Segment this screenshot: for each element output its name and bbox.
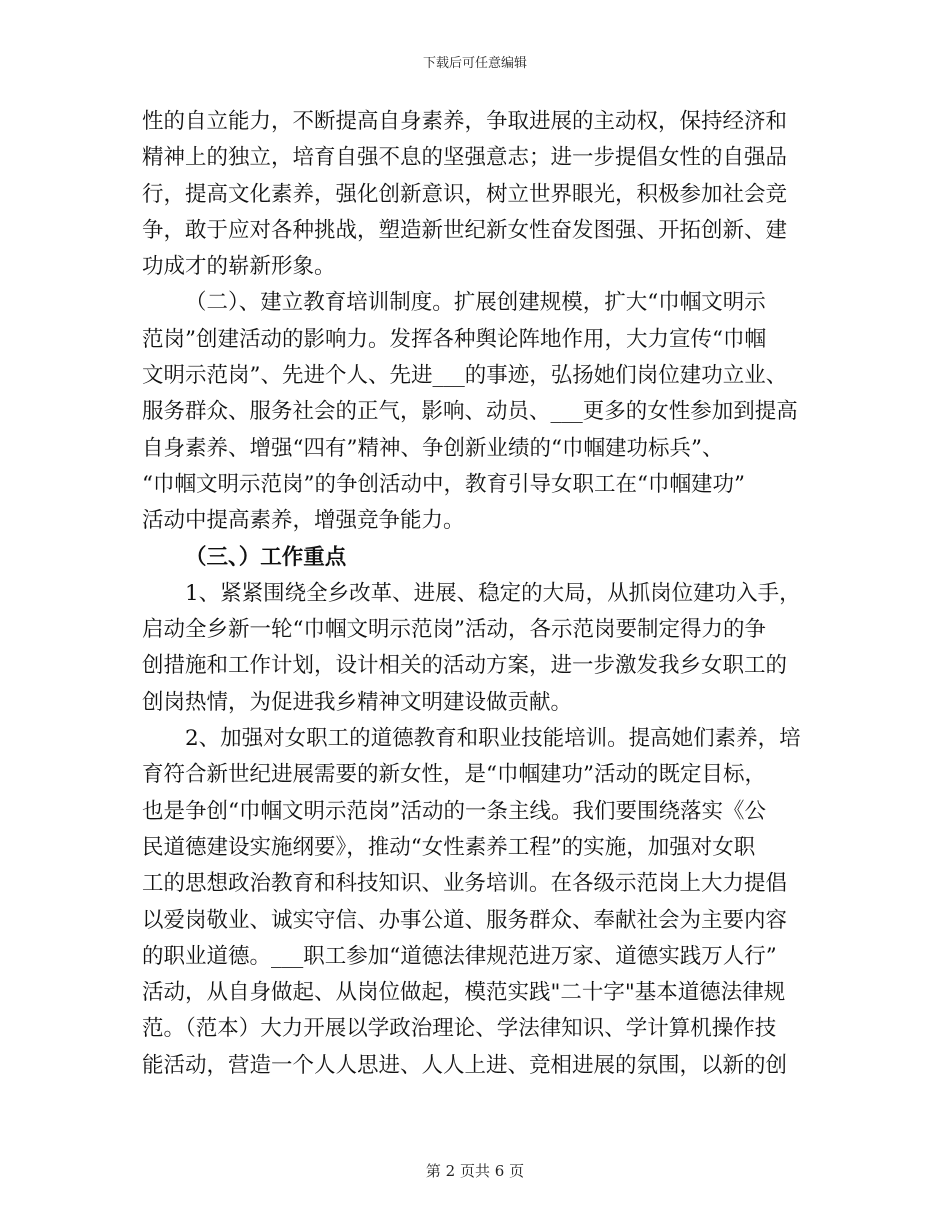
body-line: 精神上的独立，培育自强不息的坚强意志；进一步提倡女性的自强品 (142, 145, 788, 171)
body-line: 争，敢于应对各种挑战，塑造新世纪新女性奋发图强、开拓创新、建 (142, 217, 788, 243)
body-line: 活动中提高素养，增强竞争能力。 (142, 508, 465, 534)
body-line: 的职业道德。___职工参加“道德法律规范进万家、道德实践万人行” (142, 943, 777, 969)
paragraph-start-line: （二）、建立教育培训制度。扩展创建规模，扩大“巾帼文明示 (185, 290, 766, 316)
body-line: 能活动，营造一个人人思进、人人上进、竞相进展的氛围，以新的创 (142, 1052, 788, 1078)
document-body (142, 104, 810, 1084)
body-line: 功成才的崭新形象。 (142, 254, 336, 280)
page-footer: 第 2 页共 6 页 (425, 1162, 525, 1180)
body-line: 创岗热情，为促进我乡精神文明建设做贡献。 (142, 689, 573, 715)
body-line: 范岗”创建活动的影响力。发挥各种舆论阵地作用，大力宣传“巾帼 (142, 326, 766, 352)
page-header: 下载后可任意编辑 (422, 56, 527, 71)
body-line: 创措施和工作计划，设计相关的活动方案，进一步激发我乡女职工的 (142, 653, 788, 679)
body-line: 自身素养、增强“四有”精神、争创新业绩的“巾帼建功标兵”、 (142, 435, 724, 461)
body-line: 也是争创“巾帼文明示范岗”活动的一条主线。我们要围绕落实《公 (142, 798, 766, 824)
body-line: 启动全乡新一轮“巾帼文明示范岗”活动，各示范岗要制定得力的争 (142, 617, 766, 643)
body-line: 育符合新世纪进展需要的新女性，是“巾帼建功”活动的既定目标， (142, 762, 766, 788)
body-line: 工的思想政治教育和科技知识、业务培训。在各级示范岗上大力提倡 (142, 871, 788, 897)
body-line: 文明示范岗”、先进个人、先进___的事迹，弘扬她们岗位建功立业、 (142, 363, 788, 389)
body-line: 民道德建设实施纲要》，推动“女性素养工程”的实施，加强对女职 (142, 834, 756, 860)
body-line: 行，提高文化素养，强化创新意识，树立世界眼光，积极参加社会竞 (142, 181, 788, 207)
paragraph-start-line: 1、紧紧围绕全乡改革、进展、稳定的大局，从抓岗位建功入手， (185, 580, 801, 606)
section-heading: （三、）工作重点 (185, 544, 347, 570)
body-line: 活动，从自身做起、从岗位做起，模范实践"二十字"基本道德法律规 (142, 980, 786, 1006)
paragraph-start-line: 2、加强对女职工的道德教育和职业技能培训。提高她们素养，培 (185, 726, 801, 752)
body-line: “巾帼文明示范岗”的争创活动中，教育引导女职工在“巾帼建功” (142, 471, 745, 497)
body-line: 性的自立能力，不断提高自身素养，争取进展的主动权，保持经济和 (142, 109, 788, 134)
body-line: 以爱岗敬业、诚实守信、办事公道、服务群众、奉献社会为主要内容 (142, 907, 788, 933)
body-line: 范。（范本）大力开展以学政治理论、学法律知识、学计算机操作技 (142, 1016, 777, 1042)
body-line: 服务群众、服务社会的正气，影响、动员、___更多的女性参加到提高 (142, 399, 798, 425)
